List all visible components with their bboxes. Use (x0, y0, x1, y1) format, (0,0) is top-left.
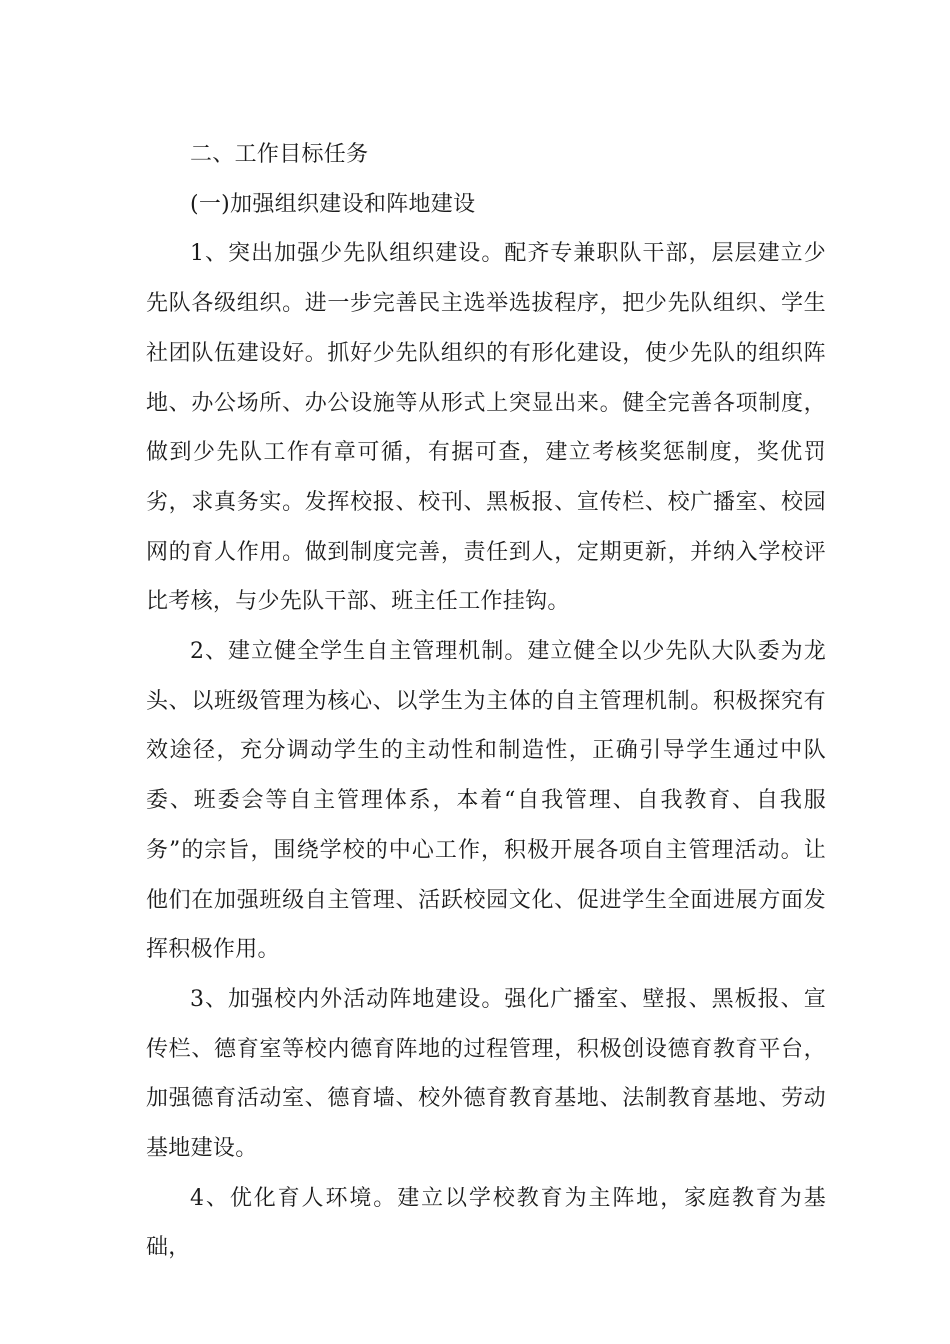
section-title: 二、工作目标任务 (190, 142, 369, 167)
paragraph-4: 4、优化育人环境。建立以学校教育为主阵地，家庭教育为基础， (146, 1185, 826, 1261)
subsection-title: (一)加强组织建设和阵地建设 (190, 191, 476, 217)
paragraph-1: 1、突出加强少先队组织建设。配齐专兼职队干部，层层建立少先队各级组织。进一步完善民主选举选拔程序，把少先队组织、学生社团队伍建设好。抓好少先队组织的有形化建设，使少先队的组织阵地、办公场所、办公设施等从形式上突显出来。健全完善各项制度，做到少先队工作有章可循，有据可查，建立考核奖惩制度，奖优罚劣，求真务实。发挥校报、校刊、黑板报、宣传栏、校广播室、校园网的育人作用。做到制度完善，责任到人，定期更新，并纳入学校评比考核，与少先队干部、班主任工作挂钩。 (146, 241, 826, 615)
paragraph-2: 2、建立健全学生自主管理机制。建立健全以少先队大队委为龙头、以班级管理为核心、以学生为主体的自主管理机制。积极探究有效途径，充分调动学生的主动性和制造性，正确引导学生通过中队委、班委会等自主管理体系，本着“自我管理、自我教育、自我服务”的宗旨，围绕学校的中心工作，积极开展各项自主管理活动。让他们在加强班级自主管理、活跃校园文化、促进学生全面进展方面发挥积极作用。 (146, 639, 826, 963)
document-body (146, 130, 826, 1273)
paragraph-3: 3、加强校内外活动阵地建设。强化广播室、壁报、黑板报、宣传栏、德育室等校内德育阵地的过程管理，积极创设德育教育平台，加强德育活动室、德育墙、校外德育教育基地、法制教育基地、劳动基地建设。 (146, 986, 826, 1162)
